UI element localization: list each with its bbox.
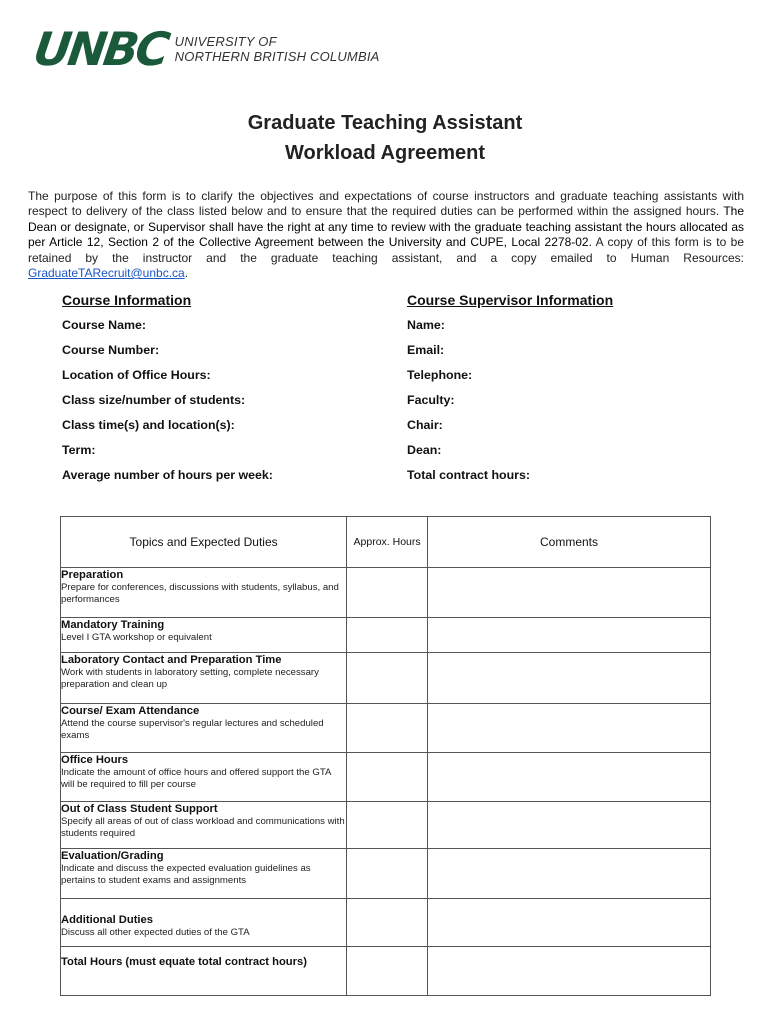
field-avg-hours[interactable]: Average number of hours per week: [62,468,273,482]
topic-desc: Work with students in laboratory setting, complete necessary preparation and clean up [61,667,319,690]
field-course-name[interactable]: Course Name: [62,318,147,332]
intro-paragraph [28,189,744,281]
hours-cell[interactable] [347,849,428,899]
field-supervisor-email[interactable]: Email: [407,343,445,357]
topic-title: Mandatory Training [61,619,165,631]
field-term[interactable]: Term: [62,443,96,457]
table-row [61,802,711,849]
table-header-row [61,517,711,568]
intro-part-2: The Dean or designate, or Supervisor shall have the right at any time to review with the graduate teaching assistant the hours allocated as per Article 12, Section 2 of the Collective Agreement between the University and CUPE, Local 2278-02. [28,204,744,250]
field-class-size[interactable]: Class size/number of students: [62,393,246,407]
university-line-2: NORTHERN BRITISH COLUMBIA [174,49,380,64]
university-name [175,34,380,64]
topic-desc: Specify all areas of out of class workload and communications with students required [61,816,345,839]
topic-cell [61,753,347,802]
topic-cell [61,947,347,996]
topic-title: Laboratory Contact and Preparation Time [61,654,282,666]
comments-cell[interactable] [427,653,710,704]
intro-part-3: A copy of this form is to be retained by the instructor and the graduate teaching assistant, and a copy emailed to Human Resources: [28,235,745,265]
topic-cell [61,899,347,947]
comments-cell[interactable] [427,704,710,753]
topic-title: Preparation [61,569,124,581]
field-chair[interactable]: Chair: [407,418,443,432]
field-total-contract-hours[interactable]: Total contract hours: [407,468,530,482]
topic-desc: Indicate and discuss the expected evaluation guidelines as pertains to student exams and assignments [61,863,311,886]
intro-end: . [184,266,189,281]
university-line-1: UNIVERSITY OF [174,34,277,49]
hours-cell[interactable] [347,899,428,947]
topic-desc: Discuss all other expected duties of the GTA [61,927,250,938]
topic-desc: Attend the course supervisor's regular lectures and scheduled exams [61,718,324,741]
topic-cell [61,849,347,899]
topic-title: Total Hours (must equate total contract hours) [61,956,307,968]
topic-title: Out of Class Student Support [61,803,218,815]
total-comments-cell[interactable] [427,947,710,996]
comments-cell[interactable] [427,802,710,849]
field-class-times[interactable]: Class time(s) and location(s): [62,418,235,432]
table-row [61,753,711,802]
header-comments: Comments [427,517,710,568]
comments-cell[interactable] [427,849,710,899]
supervisor-information [407,292,727,493]
topic-cell [61,704,347,753]
header-hours: Approx. Hours [347,517,428,568]
duties-table [60,516,711,996]
hours-cell[interactable] [347,802,428,849]
table-row [61,899,711,947]
hours-cell[interactable] [347,618,428,653]
course-information [62,292,382,493]
comments-cell[interactable] [427,753,710,802]
title-line-2: Workload Agreement [284,142,486,164]
topic-title: Additional Duties [61,914,153,926]
field-office-hours-location[interactable]: Location of Office Hours: [62,368,211,382]
logo-mark: UNBC [30,22,171,76]
unbc-logo [30,22,380,76]
hr-email-link[interactable]: GraduateTARecruit@unbc.ca [28,266,185,281]
topic-title: Course/ Exam Attendance [61,705,200,717]
topic-cell [61,568,347,618]
table-row-total [61,947,711,996]
hours-cell[interactable] [347,704,428,753]
page-title [0,108,770,168]
table-row [61,568,711,618]
comments-cell[interactable] [427,568,710,618]
topic-desc: Prepare for conferences, discussions with students, syllabus, and performances [61,582,339,605]
topic-desc: Level I GTA workshop or equivalent [61,632,212,643]
topic-cell [61,802,347,849]
topic-title: Evaluation/Grading [61,850,164,862]
table-row [61,618,711,653]
supervisor-info-heading: Course Supervisor Information [407,292,614,308]
header-topics: Topics and Expected Duties [61,517,347,568]
total-hours-cell[interactable] [347,947,428,996]
table-row [61,704,711,753]
title-line-1: Graduate Teaching Assistant [247,112,523,134]
course-info-heading: Course Information [62,292,192,308]
topic-desc: Indicate the amount of office hours and offered support the GTA will be required to fill per course [61,767,331,790]
comments-cell[interactable] [427,618,710,653]
topic-title: Office Hours [61,754,129,766]
topic-cell [61,653,347,704]
intro-part-1: The purpose of this form is to clarify the objectives and expectations of course instructors and graduate teaching assistants with respect to delivery of the class listed below and to ensure that the required duties can be performed within the assigned hours. [28,189,744,219]
comments-cell[interactable] [427,899,710,947]
field-supervisor-telephone[interactable]: Telephone: [407,368,473,382]
table-row [61,849,711,899]
table-row [61,653,711,704]
field-faculty[interactable]: Faculty: [407,393,455,407]
topic-cell [61,618,347,653]
field-dean[interactable]: Dean: [407,443,442,457]
hours-cell[interactable] [347,653,428,704]
hours-cell[interactable] [347,753,428,802]
field-course-number[interactable]: Course Number: [62,343,160,357]
hours-cell[interactable] [347,568,428,618]
field-supervisor-name[interactable]: Name: [407,318,445,332]
